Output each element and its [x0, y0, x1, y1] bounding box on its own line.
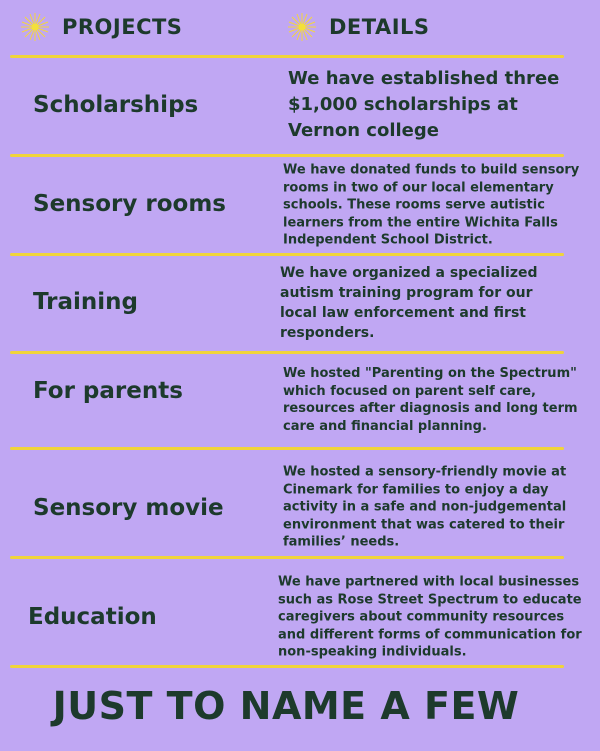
divider [10, 665, 564, 668]
project-name: For parents [33, 378, 183, 404]
project-details: We hosted a sensory-friendly movie at Cinemark for families to enjoy a day activity in a safe and non-judgemental environment that was catered to their families’ needs. [283, 464, 567, 550]
footer-tagline: JUST TO NAME A FEW [52, 684, 520, 728]
project-name: Education [28, 604, 157, 630]
divider [10, 556, 564, 559]
project-details: We have organized a specialized autism training program for our local law enforcement and first responders. [280, 265, 538, 341]
divider [10, 253, 564, 256]
sun-burst-icon [20, 12, 50, 42]
project-details: We have partnered with local businesses such as Rose Street Spectrum to educate caregivers about community resources and different forms of communication for non-speaking individuals. [278, 574, 582, 660]
details-header-label: DETAILS [329, 15, 430, 39]
project-name: Sensory rooms [33, 191, 226, 217]
details-header [287, 12, 430, 42]
divider [10, 351, 564, 354]
project-details: We hosted "Parenting on the Spectrum" which focused on parent self care, resources after diagnosis and long term care and financial planning. [283, 366, 578, 434]
projects-header [20, 12, 182, 42]
divider [10, 55, 564, 58]
sun-burst-icon [287, 12, 317, 42]
project-name: Training [33, 289, 139, 315]
project-name: Scholarships [33, 92, 199, 118]
project-details: We have established three $1,000 scholarships at Vernon college [288, 68, 560, 141]
project-details: We have donated funds to build sensory rooms in two of our local elementary schools. These rooms serve autistic learners from the entire Wichita Falls Independent School District. [283, 162, 580, 248]
project-name: Sensory movie [33, 495, 224, 521]
divider [10, 154, 564, 157]
projects-header-label: PROJECTS [62, 15, 183, 39]
divider [10, 447, 564, 450]
